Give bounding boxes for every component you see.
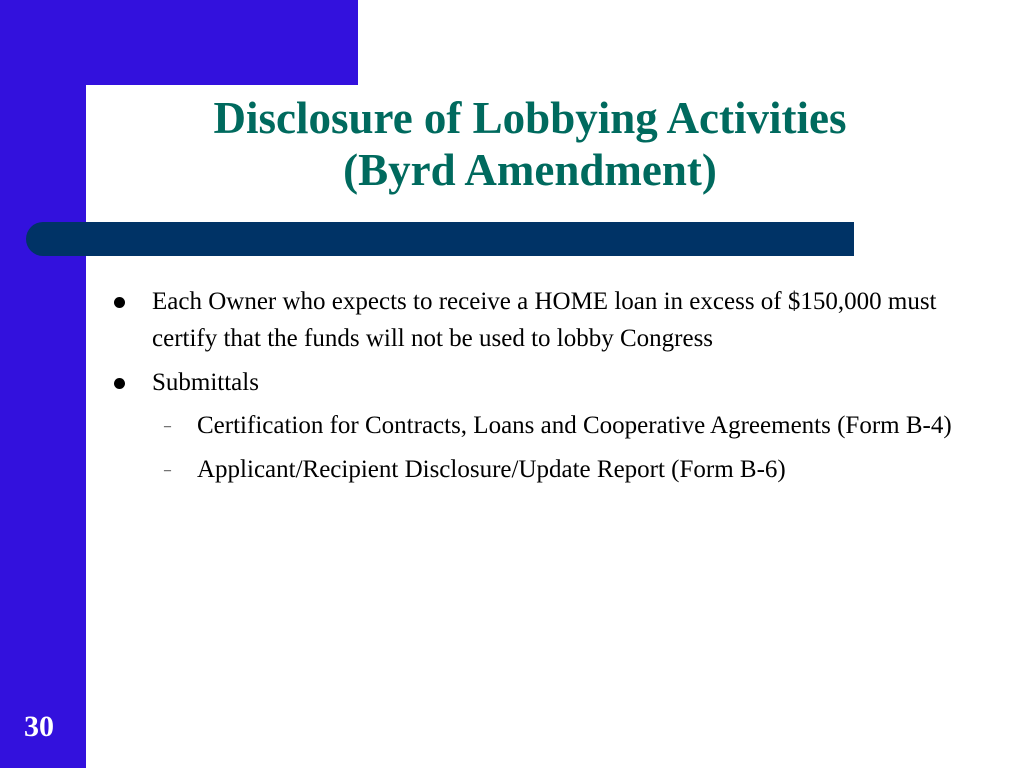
sub-item-form-b6 — [112, 452, 962, 488]
bullet-dot-icon — [114, 297, 125, 308]
bullet-text: Submittals — [152, 369, 259, 396]
dash-bullet-icon: – — [164, 463, 171, 478]
top-frame-block — [0, 0, 358, 85]
dash-bullet-icon: – — [164, 419, 171, 434]
bullet-text: Each Owner who expects to receive a HOME loan in excess of $150,000 must certify that the funds will not be used to lobby Congress — [152, 288, 937, 352]
bullet-item-owner-certification — [112, 283, 962, 357]
sub-item-text: Certification for Contracts, Loans and Cooperative Agreements (Form B-4) — [197, 412, 952, 439]
bullet-dot-icon — [114, 378, 125, 389]
left-frame-bar — [0, 0, 86, 768]
slide-title-line-2: (Byrd Amendment) — [343, 145, 717, 195]
slide-title-line-1: Disclosure of Lobbying Activities — [213, 93, 847, 143]
slide-title — [110, 92, 950, 196]
slide-page-number: 30 — [24, 710, 54, 743]
sub-item-text: Applicant/Recipient Disclosure/Update Report (Form B-6) — [197, 456, 786, 483]
bullet-item-submittals — [112, 364, 962, 401]
slide-content — [112, 283, 962, 496]
title-divider-bar — [26, 222, 854, 256]
sub-item-form-b4 — [112, 408, 962, 444]
